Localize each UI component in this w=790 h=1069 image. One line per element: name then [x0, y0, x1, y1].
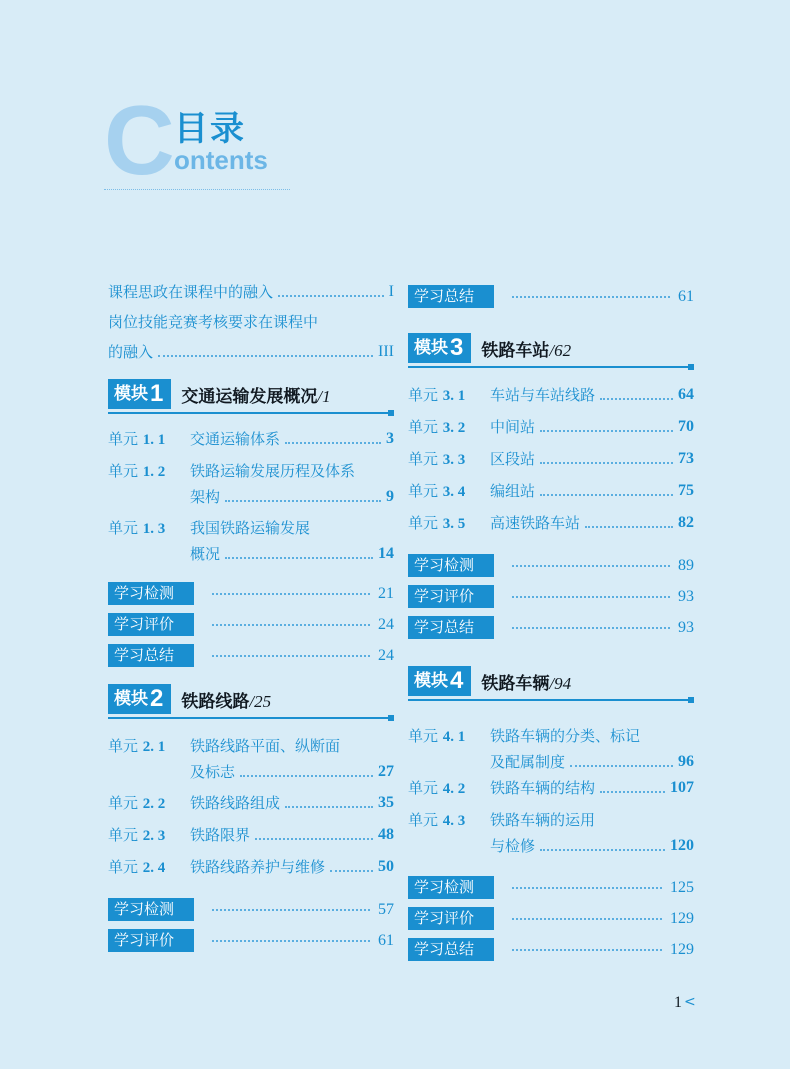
dot-leader — [512, 565, 670, 567]
page-subtitle: ontents — [174, 145, 268, 175]
unit-entry[interactable] — [408, 385, 694, 406]
unit-page: 73 — [678, 450, 694, 467]
unit-page: 3 — [386, 430, 394, 447]
unit-title-cont: 概况 — [190, 545, 221, 563]
study-page: 93 — [678, 587, 694, 605]
dot-leader — [600, 398, 673, 400]
unit-title: 铁路线路养护与维修 — [190, 858, 326, 876]
unit-page: 75 — [678, 482, 694, 499]
unit-title: 我国铁路运输发展 — [190, 519, 311, 537]
study-badge: 学习检测 — [108, 582, 194, 605]
module-title-text: 铁路线路 — [181, 691, 250, 712]
module-heading[interactable] — [408, 665, 694, 697]
study-page: 93 — [678, 618, 694, 636]
module-badge-label: 模块 — [414, 671, 448, 691]
study-entry[interactable] — [408, 585, 694, 608]
dot-leader — [540, 462, 673, 464]
module-title — [181, 687, 271, 712]
unit-page: 14 — [378, 545, 394, 562]
study-entry[interactable] — [408, 616, 694, 639]
header-divider — [104, 189, 290, 190]
dot-leader — [285, 806, 373, 808]
dot-leader — [212, 655, 370, 657]
unit-label: 单元 2. 4 — [108, 858, 166, 876]
unit-title: 铁路运输发展历程及体系 — [190, 462, 356, 480]
dot-leader — [512, 627, 670, 629]
unit-page: 27 — [378, 763, 394, 780]
study-entry[interactable] — [108, 582, 394, 605]
module-title — [481, 336, 571, 361]
study-badge: 学习总结 — [408, 938, 494, 961]
dot-leader — [570, 765, 673, 767]
module-underline — [408, 699, 694, 701]
unit-label: 单元 2. 1 — [108, 737, 166, 755]
study-entry[interactable] — [108, 898, 394, 921]
unit-title-cont: 及配属制度 — [490, 753, 566, 771]
unit-entry[interactable] — [408, 726, 694, 772]
unit-label: 单元 1. 2 — [108, 462, 166, 480]
unit-label: 单元 1. 3 — [108, 519, 166, 537]
study-entry[interactable] — [408, 285, 694, 308]
dot-leader — [330, 870, 373, 872]
unit-title: 铁路车辆的结构 — [490, 779, 596, 797]
study-entry[interactable] — [408, 876, 694, 899]
unit-page: 48 — [378, 826, 394, 843]
module-section — [408, 332, 694, 639]
dot-leader — [212, 624, 370, 626]
dot-leader — [540, 494, 673, 496]
contents-logo-letter: C — [104, 85, 175, 195]
module-badge — [108, 379, 171, 409]
dot-leader — [212, 593, 370, 595]
dot-leader — [225, 500, 381, 502]
module-title-text: 铁路车站 — [481, 340, 550, 361]
toc-right-column — [408, 285, 694, 961]
study-page: 129 — [670, 940, 694, 958]
unit-entry[interactable] — [408, 810, 694, 856]
study-entry[interactable] — [408, 938, 694, 961]
unit-entry[interactable] — [108, 736, 394, 782]
chevron-left-icon: < — [684, 994, 696, 1010]
unit-title: 铁路限界 — [190, 826, 251, 844]
unit-title: 中间站 — [490, 418, 536, 436]
study-badge: 学习检测 — [108, 898, 194, 921]
unit-title: 高速铁路车站 — [490, 514, 581, 532]
module-heading[interactable] — [108, 683, 394, 715]
study-badge: 学习总结 — [108, 644, 194, 667]
study-entry[interactable] — [408, 554, 694, 577]
dot-leader — [512, 296, 670, 298]
unit-title: 铁路车辆的运用 — [490, 811, 596, 829]
unit-label: 单元 4. 2 — [408, 779, 466, 797]
dot-leader — [212, 909, 370, 911]
unit-entry[interactable] — [108, 793, 394, 814]
unit-title: 交通运输体系 — [190, 430, 281, 448]
dot-leader — [512, 949, 662, 951]
unit-page: 96 — [678, 753, 694, 770]
unit-label: 单元 2. 2 — [108, 794, 166, 812]
unit-page: 64 — [678, 386, 694, 403]
unit-entry[interactable] — [108, 518, 394, 564]
dot-leader — [585, 526, 673, 528]
study-badge: 学习评价 — [108, 929, 194, 952]
unit-entry[interactable] — [108, 461, 394, 507]
unit-entry[interactable] — [108, 825, 394, 846]
study-page: 24 — [378, 646, 394, 664]
unit-title: 车站与车站线路 — [490, 386, 596, 404]
study-badge: 学习评价 — [108, 613, 194, 636]
module-number: 1 — [150, 380, 164, 407]
dot-leader — [255, 838, 373, 840]
module-section — [408, 665, 694, 961]
module-number: 2 — [150, 685, 164, 712]
toc-entry-page: I — [388, 283, 394, 300]
unit-page: 9 — [386, 488, 394, 505]
unit-page: 120 — [670, 837, 694, 854]
unit-page: 70 — [678, 418, 694, 435]
module-title — [181, 382, 330, 407]
unit-title: 区段站 — [490, 450, 536, 468]
unit-entry[interactable] — [408, 513, 694, 534]
unit-page: 35 — [378, 794, 394, 811]
study-entry[interactable] — [108, 613, 394, 636]
dot-leader — [225, 557, 373, 559]
study-page: 24 — [378, 615, 394, 633]
module-heading[interactable] — [108, 378, 394, 410]
toc-entry-label: 的融入 — [108, 343, 154, 361]
unit-label: 单元 3. 3 — [408, 450, 466, 468]
unit-label: 单元 1. 1 — [108, 430, 166, 448]
unit-entry[interactable] — [108, 857, 394, 878]
dot-leader — [158, 355, 373, 357]
toc-entry-page: III — [378, 343, 394, 360]
dot-leader — [285, 442, 381, 444]
study-entry[interactable] — [408, 907, 694, 930]
module-heading[interactable] — [408, 332, 694, 364]
study-page: 61 — [378, 931, 394, 949]
module-badge — [408, 666, 471, 696]
dot-leader — [540, 849, 665, 851]
unit-label: 单元 3. 4 — [408, 482, 466, 500]
unit-label: 单元 3. 2 — [408, 418, 466, 436]
unit-title-cont: 及标志 — [190, 763, 236, 781]
unit-page: 50 — [378, 858, 394, 875]
toc-entry[interactable] — [108, 312, 394, 362]
module-title-text: 铁路车辆 — [481, 673, 550, 694]
unit-title: 铁路线路平面、纵断面 — [190, 737, 341, 755]
dot-leader — [512, 596, 670, 598]
unit-label: 单元 4. 1 — [408, 727, 466, 745]
unit-entry[interactable] — [408, 449, 694, 470]
unit-label: 单元 2. 3 — [108, 826, 166, 844]
module-badge-label: 模块 — [114, 384, 148, 404]
dot-leader — [540, 430, 673, 432]
module-underline — [108, 717, 394, 719]
unit-label: 单元 4. 3 — [408, 811, 466, 829]
dot-leader — [278, 295, 384, 297]
toc-entry[interactable] — [108, 282, 394, 302]
unit-label: 单元 3. 5 — [408, 514, 466, 532]
module-badge — [108, 684, 171, 714]
study-page: 89 — [678, 556, 694, 574]
study-badge: 学习检测 — [408, 876, 494, 899]
study-entry[interactable] — [108, 644, 394, 667]
module-page: /1 — [317, 386, 331, 406]
module-page: /62 — [549, 340, 572, 360]
toc-entry-label: 课程思政在课程中的融入 — [108, 283, 274, 301]
module-section — [108, 683, 394, 952]
unit-title-cont: 架构 — [190, 488, 221, 506]
module-page: /25 — [249, 691, 272, 711]
module-title-text: 交通运输发展概况 — [181, 386, 318, 407]
study-page: 57 — [378, 900, 394, 918]
module-badge — [408, 333, 471, 363]
module-section — [108, 378, 394, 667]
study-badge: 学习评价 — [408, 585, 494, 608]
dot-leader — [600, 791, 665, 793]
study-badge: 学习总结 — [408, 616, 494, 639]
module-underline — [108, 412, 394, 414]
unit-title: 铁路车辆的分类、标记 — [490, 727, 641, 745]
module-underline — [408, 366, 694, 368]
unit-title: 铁路线路组成 — [190, 794, 281, 812]
study-badge: 学习评价 — [408, 907, 494, 930]
toc-entry-label: 岗位技能竞赛考核要求在课程中 — [108, 313, 319, 331]
study-page: 21 — [378, 584, 394, 602]
page-number: 1 — [674, 994, 682, 1011]
page-title: 目录 — [174, 109, 246, 149]
study-badge: 学习检测 — [408, 554, 494, 577]
study-badge: 学习总结 — [408, 285, 494, 308]
study-page: 125 — [670, 878, 694, 896]
contents-header — [104, 85, 304, 195]
module-page: /94 — [549, 673, 572, 693]
unit-title: 编组站 — [490, 482, 536, 500]
module-number: 4 — [450, 667, 464, 694]
toc-left-column — [108, 282, 394, 952]
unit-entry[interactable] — [408, 778, 694, 799]
unit-entry[interactable] — [108, 429, 394, 450]
dot-leader — [240, 775, 373, 777]
module-number: 3 — [450, 334, 464, 361]
unit-entry[interactable] — [408, 481, 694, 502]
module-badge-label: 模块 — [114, 689, 148, 709]
dot-leader — [212, 940, 370, 942]
study-entry[interactable] — [108, 929, 394, 952]
unit-entry[interactable] — [408, 417, 694, 438]
study-page: 129 — [670, 909, 694, 927]
unit-page: 107 — [670, 779, 694, 796]
unit-page: 82 — [678, 514, 694, 531]
module-title — [481, 669, 571, 694]
dot-leader — [512, 918, 662, 920]
study-page: 61 — [678, 287, 694, 305]
unit-label: 单元 3. 1 — [408, 386, 466, 404]
dot-leader — [512, 887, 662, 889]
unit-title-cont: 与检修 — [490, 837, 536, 855]
module-badge-label: 模块 — [414, 338, 448, 358]
